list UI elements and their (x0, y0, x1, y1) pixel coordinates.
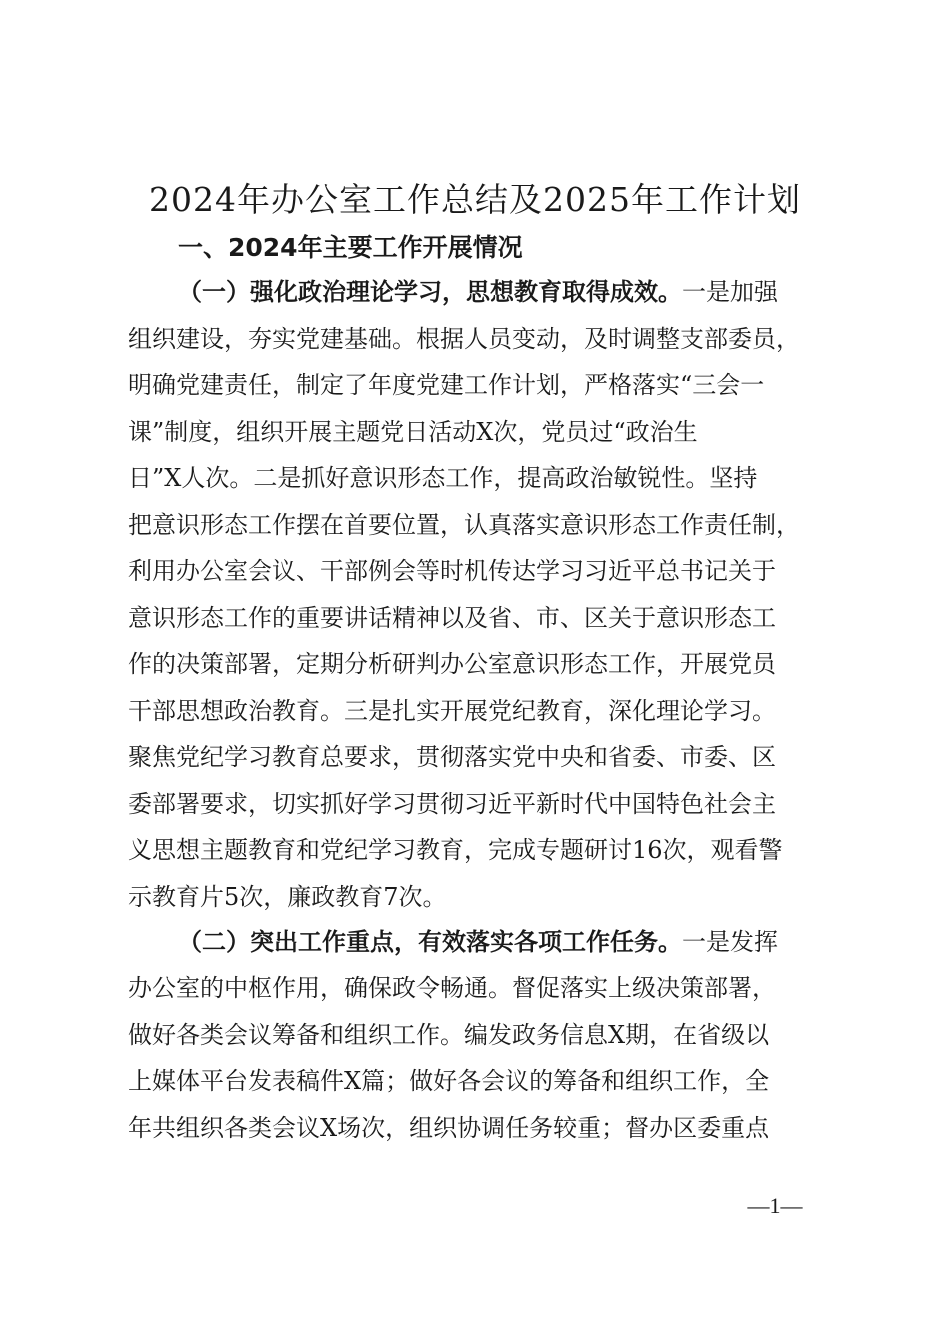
page-number: —1— (747, 1193, 803, 1218)
paragraph-1-line-1-rest: 一是加强 (682, 278, 778, 306)
paragraph-1-line: 义思想主题教育和党纪学习教育，完成专题研讨16次，观看警 (128, 836, 783, 864)
paragraph-1-line: 委部署要求，切实抓好学习贯彻习近平新时代中国特色社会主 (128, 790, 776, 818)
paragraph-1-line: 组织建设，夯实党建基础。根据人员变动，及时调整支部委员， (128, 325, 800, 353)
paragraph-1-line-1 (178, 272, 778, 312)
paragraph-1-line: 作的决策部署，定期分析研判办公室意识形态工作，开展党员 (128, 650, 776, 678)
paragraph-1-line: 明确党建责任，制定了年度党建工作计划，严格落实“三会一 (128, 371, 765, 399)
paragraph-1-line: 日”X人次。二是抓好意识形态工作，提高政治敏锐性。坚持 (128, 464, 758, 492)
paragraph-1-line: 示教育片5次，廉政教育7次。 (128, 883, 447, 911)
paragraph-1-line: 利用办公室会议、干部例会等时机传达学习习近平总书记关于 (128, 557, 776, 585)
paragraph-2-line: 年共组织各类会议X场次，组织协调任务较重；督办区委重点 (128, 1114, 770, 1142)
paragraph-1-line: 聚焦党纪学习教育总要求，贯彻落实党中央和省委、市委、区 (128, 743, 776, 771)
paragraph-1-line: 把意识形态工作摆在首要位置，认真落实意识形态工作责任制， (128, 511, 800, 539)
paragraph-1-lead: （一）强化政治理论学习，思想教育取得成效。 (178, 277, 682, 306)
paragraph-1-line: 干部思想政治教育。三是扎实开展党纪教育，深化理论学习。 (128, 697, 776, 725)
paragraph-2-line-1-rest: 一是发挥 (682, 928, 778, 956)
paragraph-2-line-1 (178, 922, 778, 962)
paragraph-1-line: 课”制度，组织开展主题党日活动X次，党员过“政治生 (128, 418, 698, 446)
section-heading: 一、2024年主要工作开展情况 (178, 233, 523, 262)
paragraph-1-line: 意识形态工作的重要讲话精神以及省、市、区关于意识形态工 (128, 604, 776, 632)
paragraph-2-line: 上媒体平台发表稿件X篇；做好各会议的筹备和组织工作，全 (128, 1067, 770, 1095)
document-title: 2024年办公室工作总结及2025年工作计划 (149, 180, 801, 219)
paragraph-2-lead: （二）突出工作重点，有效落实各项工作任务。 (178, 927, 682, 956)
paragraph-2-line: 办公室的中枢作用，确保政令畅通。督促落实上级决策部署， (128, 974, 776, 1002)
paragraph-2-line: 做好各类会议筹备和组织工作。编发政务信息X期，在省级以 (128, 1021, 770, 1049)
